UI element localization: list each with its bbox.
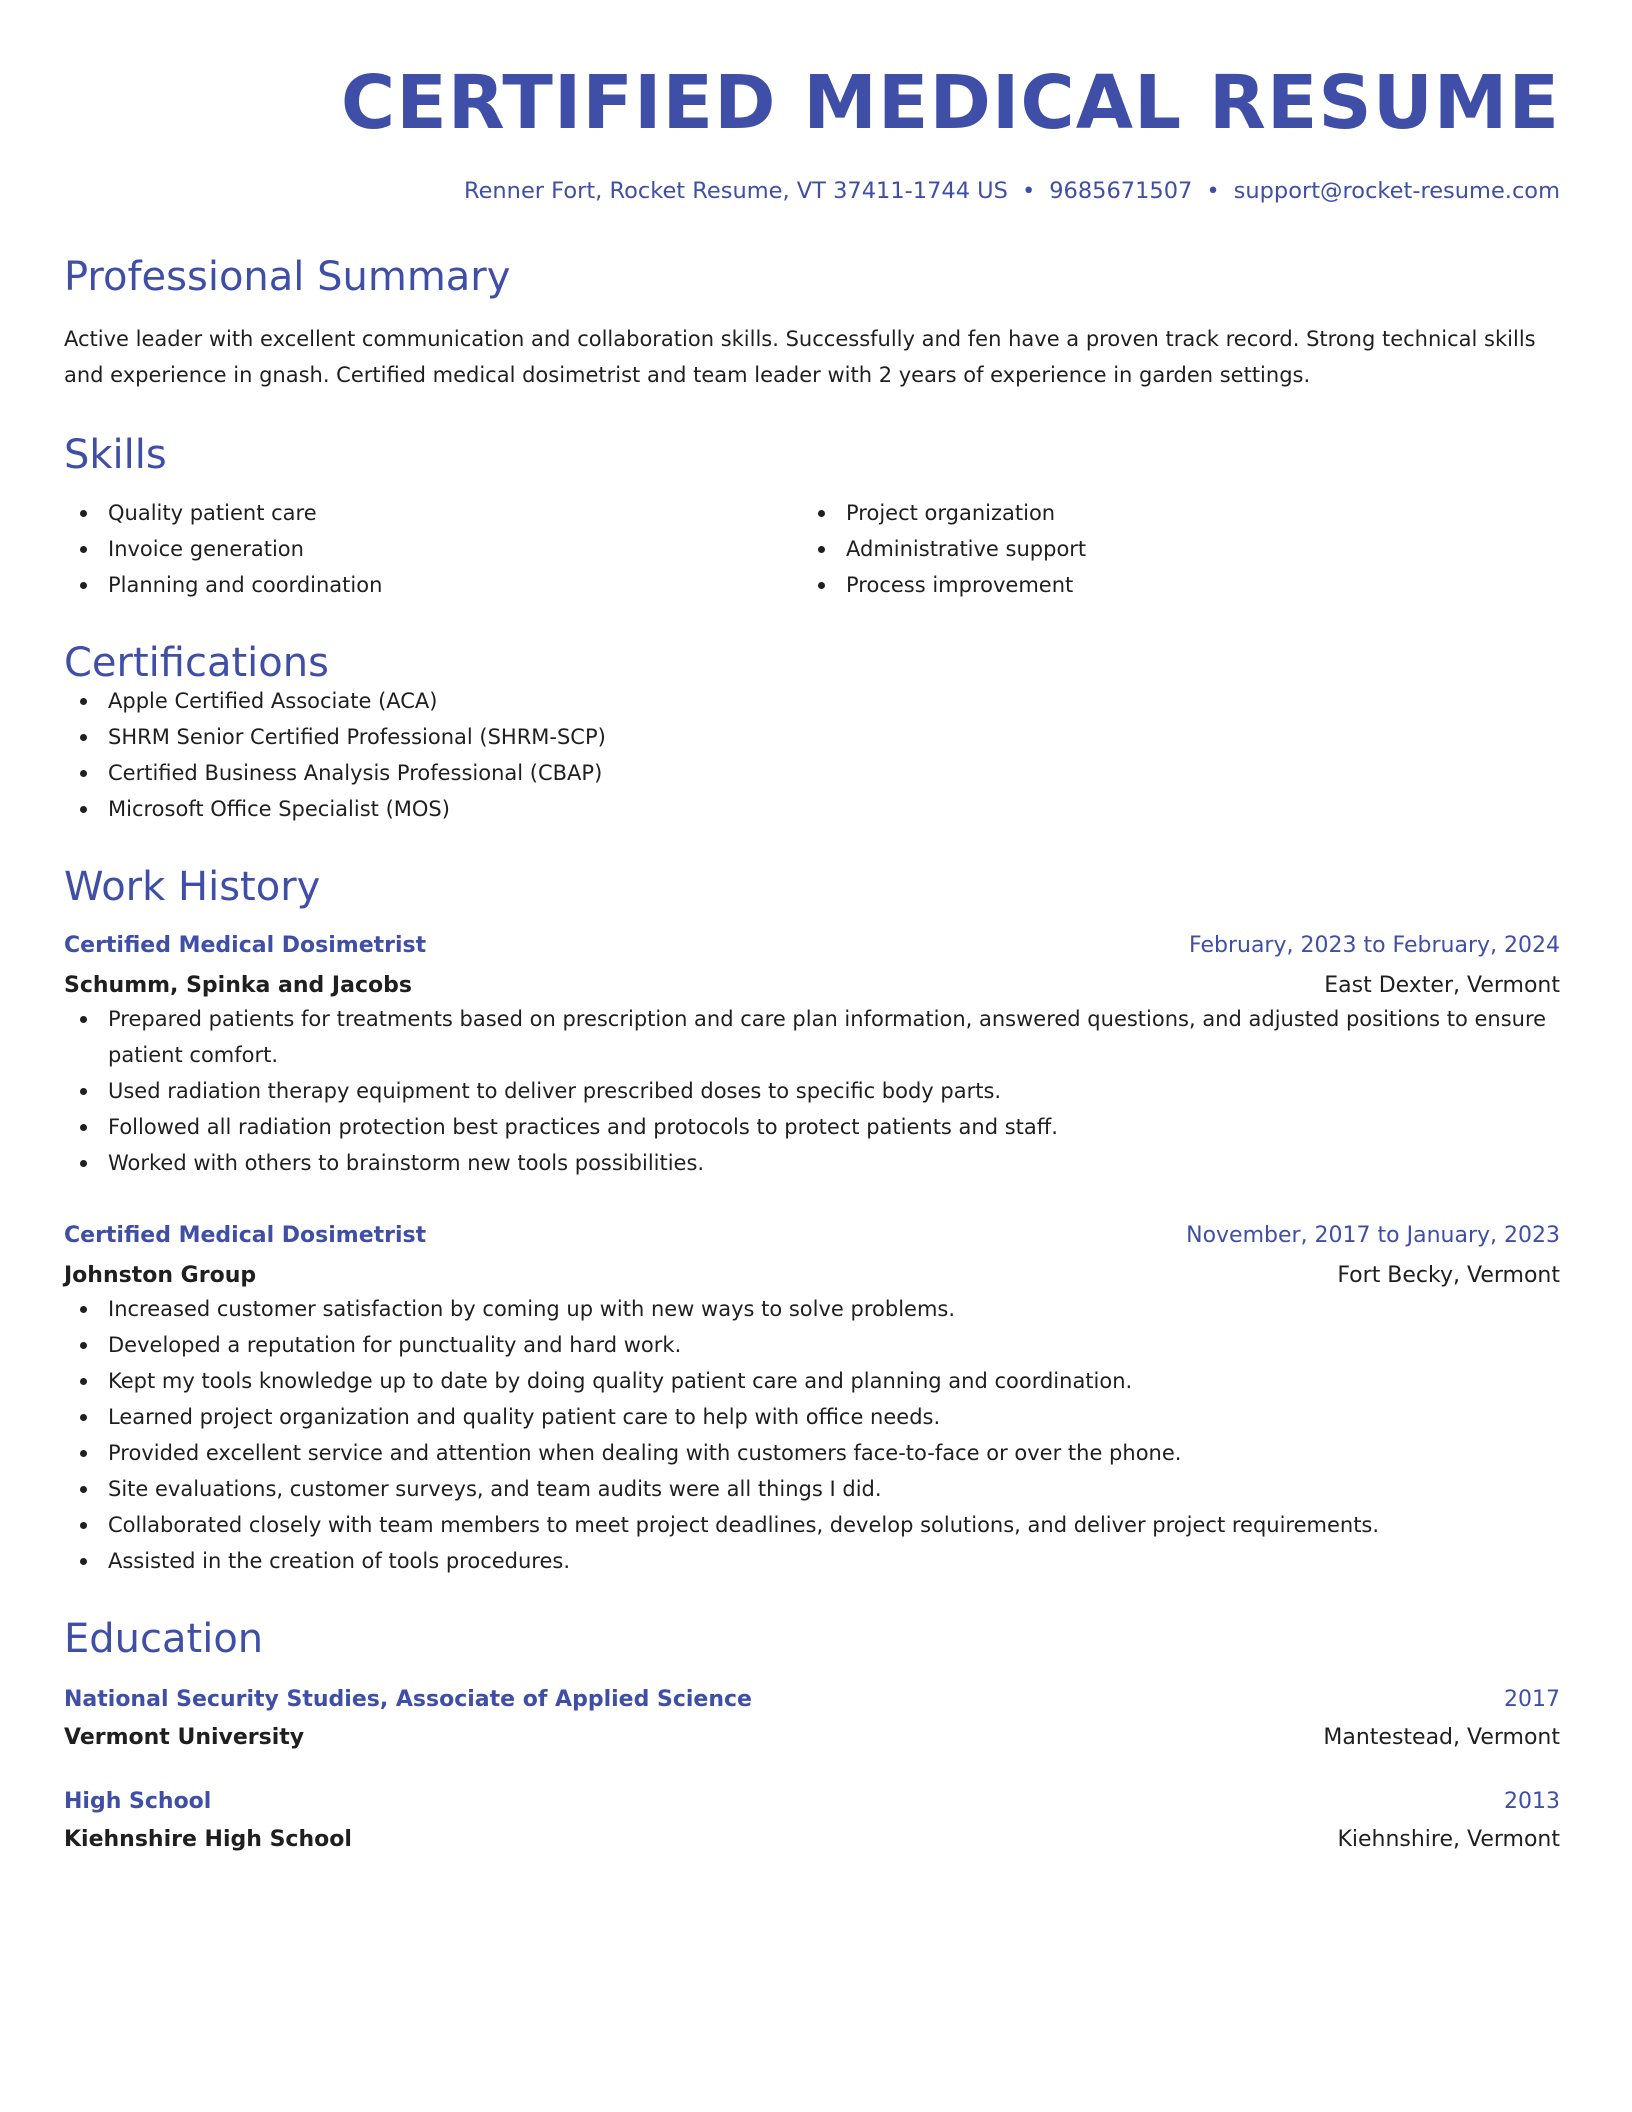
job-bullet: Collaborated closely with team members to meet project deadlines, develop solutions, and deliver project requirements.	[64, 1507, 1560, 1543]
certification-item: Microsoft Office Specialist (MOS)	[64, 791, 1560, 827]
education-header-row	[64, 1685, 1560, 1715]
job-bullet: Used radiation therapy equipment to deliver prescribed doses to specific body parts.	[64, 1073, 1560, 1109]
skills-heading: Skills	[64, 431, 167, 478]
education-school: Vermont University	[64, 1724, 305, 1750]
job-bullet: Prepared patients for treatments based on prescription and care plan information, answered questions, and adjusted positions to ensure patient comfort.	[64, 1001, 1560, 1073]
job-location: Fort Becky, Vermont	[1337, 1262, 1560, 1288]
skills-list-left	[64, 495, 802, 603]
certification-item: Apple Certified Associate (ACA)	[64, 683, 1560, 719]
skill-item: Planning and coordination	[64, 567, 802, 603]
contact-line	[64, 180, 1560, 203]
certification-item: Certified Business Analysis Professional (CBAP)	[64, 755, 1560, 791]
job-location: East Dexter, Vermont	[1324, 972, 1560, 998]
education-entry	[64, 1787, 1560, 1855]
job-bullet: Site evaluations, customer surveys, and team audits were all things I did.	[64, 1471, 1560, 1507]
job-bullet: Learned project organization and quality patient care to help with office needs.	[64, 1399, 1560, 1435]
education-location: Mantestead, Vermont	[1323, 1724, 1560, 1750]
skills-grid	[64, 495, 1560, 603]
skill-item: Invoice generation	[64, 531, 802, 567]
skills-column-right	[802, 495, 1540, 603]
education-location: Kiehnshire, Vermont	[1337, 1826, 1560, 1852]
resume-page	[64, 0, 1560, 1855]
job-company: Johnston Group	[64, 1262, 257, 1288]
job-bullet: Worked with others to brainstorm new tools possibilities.	[64, 1145, 1560, 1181]
education-year: 2013	[1504, 1788, 1560, 1814]
separator-dot: •	[1021, 178, 1036, 204]
job-company-row	[64, 1261, 1560, 1291]
education-school-row	[64, 1723, 1560, 1753]
skill-item: Process improvement	[802, 567, 1540, 603]
job-dates: November, 2017 to January, 2023	[1186, 1222, 1560, 1248]
education-school: Kiehnshire High School	[64, 1826, 352, 1852]
job-bullets	[64, 1001, 1560, 1181]
job-header-row	[64, 931, 1560, 961]
summary-heading: Professional Summary	[64, 253, 511, 300]
job-bullet: Kept my tools knowledge up to date by doing quality patient care and planning and coordination.	[64, 1363, 1560, 1399]
education-entry	[64, 1685, 1560, 1753]
education-degree: High School	[64, 1788, 212, 1814]
job-title: Certified Medical Dosimetrist	[64, 932, 427, 958]
job-bullets	[64, 1291, 1560, 1579]
job-dates: February, 2023 to February, 2024	[1189, 932, 1560, 958]
skill-item: Administrative support	[802, 531, 1540, 567]
job-bullet: Provided excellent service and attention when dealing with customers face-to-face or over the phone.	[64, 1435, 1560, 1471]
skills-list-right	[802, 495, 1540, 603]
education-year: 2017	[1504, 1686, 1560, 1712]
education-degree: National Security Studies, Associate of Applied Science	[64, 1686, 752, 1712]
education-header-row	[64, 1787, 1560, 1817]
job-entry	[64, 931, 1560, 1181]
resume-title: CERTIFIED MEDICAL RESUME	[340, 60, 1560, 146]
certifications-list	[64, 683, 1560, 827]
summary-text: Active leader with excellent communication and collaboration skills. Successfully and fen have a proven track record. Strong technical skills and experience in gnash. Certified medical dosimetrist and team leader with 2 years of experience in garden settings.	[64, 326, 1536, 387]
education-school-row	[64, 1825, 1560, 1855]
job-entry	[64, 1221, 1560, 1579]
work-history-heading: Work History	[64, 863, 321, 910]
separator-dot: •	[1206, 178, 1220, 204]
job-bullet: Assisted in the creation of tools procedures.	[64, 1543, 1560, 1579]
job-bullet: Developed a reputation for punctuality and hard work.	[64, 1327, 1560, 1363]
skill-item: Quality patient care	[64, 495, 802, 531]
skills-column-left	[64, 495, 802, 603]
job-company-row	[64, 971, 1560, 1001]
certifications-heading: Certifications	[64, 639, 329, 686]
job-company: Schumm, Spinka and Jacobs	[64, 972, 412, 998]
contact-address: Renner Fort, Rocket Resume, VT 37411-1744 US	[463, 178, 1008, 204]
certification-item: SHRM Senior Certified Professional (SHRM-SCP)	[64, 719, 1560, 755]
contact-email[interactable]: support@rocket-resume.com	[1233, 178, 1560, 204]
contact-phone[interactable]: 9685671507	[1049, 178, 1193, 204]
job-title: Certified Medical Dosimetrist	[64, 1222, 427, 1248]
skill-item: Project organization	[802, 495, 1540, 531]
job-bullet: Increased customer satisfaction by coming up with new ways to solve problems.	[64, 1291, 1560, 1327]
job-bullet: Followed all radiation protection best practices and protocols to protect patients and staff.	[64, 1109, 1560, 1145]
education-heading: Education	[64, 1615, 264, 1662]
job-header-row	[64, 1221, 1560, 1251]
